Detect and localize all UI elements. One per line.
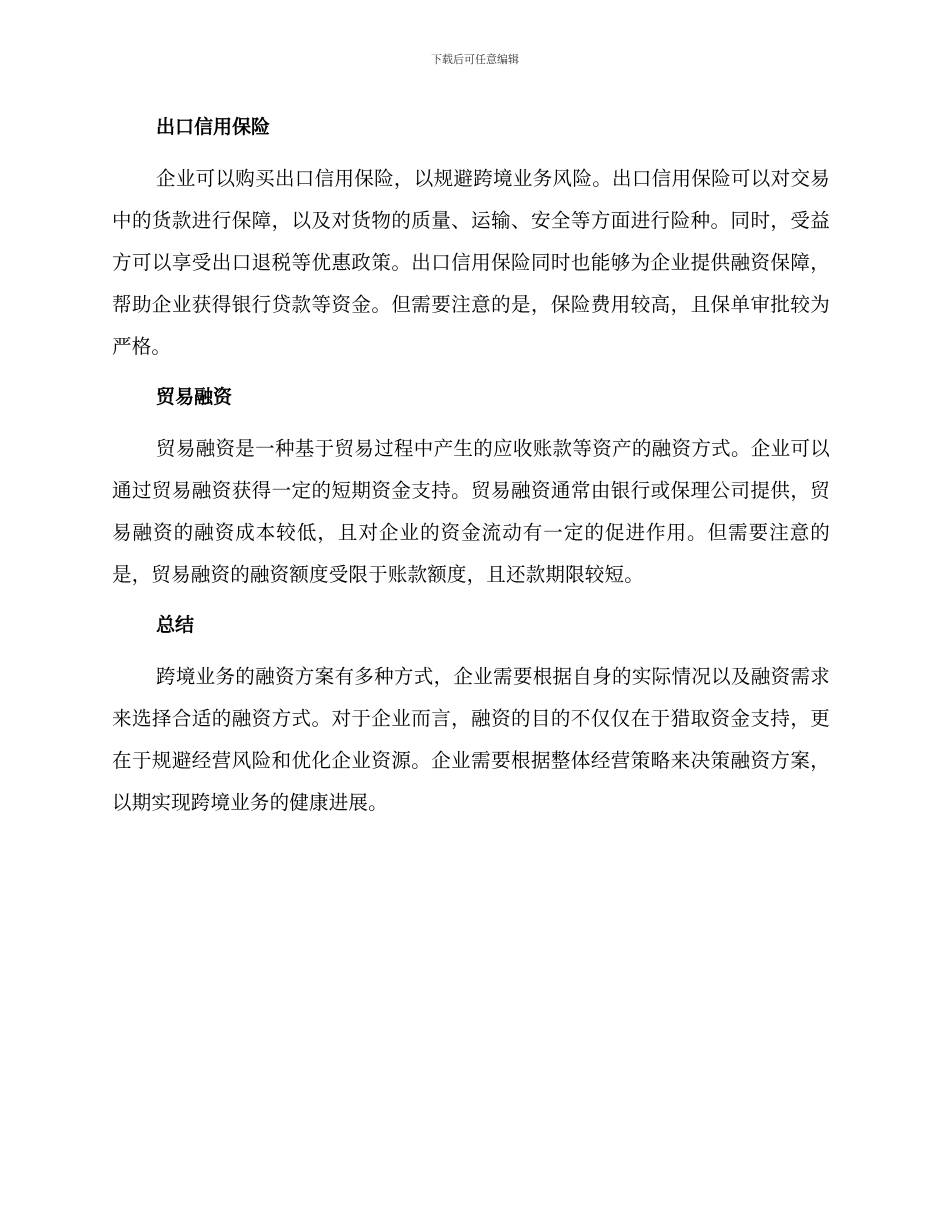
document-body bbox=[112, 110, 830, 836]
section-export-credit-insurance bbox=[112, 110, 830, 368]
section-heading: 出口信用保险 bbox=[156, 116, 271, 138]
section-paragraph: 贸易融资是一种基于贸易过程中产生的应收账款等资产的融资方式。企业可以通过贸易融资获得一定的短期资金支持。贸易融资通常由银行或保理公司提供，贸易融资的融资成本较低，且对企业的资金流动有一定的促进作用。但需要注意的是，贸易融资的融资额度受限于账款额度，且还款期限较短。 bbox=[112, 437, 830, 586]
section-paragraph: 企业可以购买出口信用保险，以规避跨境业务风险。出口信用保险可以对交易中的货款进行保障，以及对货物的质量、运输、安全等方面进行险种。同时，受益方可以享受出口退税等优惠政策。出口信用保险同时也能够为企业提供融资保障，帮助企业获得银行贷款等资金。但需要注意的是，保险费用较高，且保单审批较为严格。 bbox=[112, 167, 830, 358]
page-header-note: 下载后可任意编辑 bbox=[431, 53, 519, 66]
section-heading: 总结 bbox=[156, 614, 195, 636]
section-paragraph: 跨境业务的融资方案有多种方式，企业需要根据自身的实际情况以及融资需求来选择合适的融资方式。对于企业而言，融资的目的不仅仅在于猎取资金支持，更在于规避经营风险和优化企业资源。企业需要根据整体经营策略来决策融资方案，以期实现跨境业务的健康进展。 bbox=[112, 665, 830, 814]
section-trade-financing bbox=[112, 380, 830, 596]
section-heading: 贸易融资 bbox=[156, 386, 233, 408]
section-summary bbox=[112, 608, 830, 824]
